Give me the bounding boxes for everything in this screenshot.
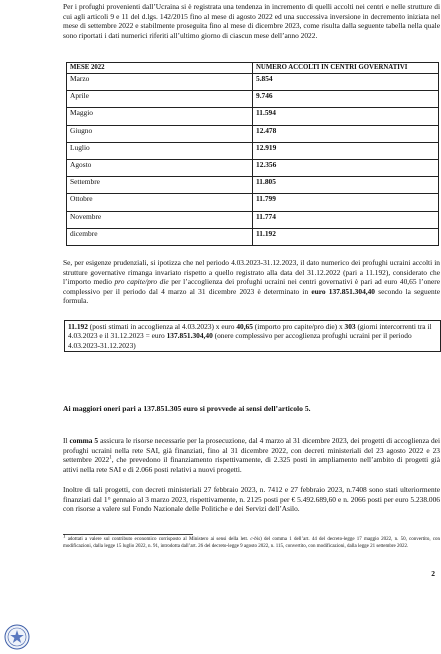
table-row [67, 108, 439, 125]
formula-importo: 40,65 [236, 322, 253, 331]
table-row [67, 125, 439, 142]
cell-value: 12.919 [253, 142, 439, 159]
header-count: NUMERO ACCOLTI IN CENTRI GOVERNATIVI [253, 63, 439, 74]
cell-value: 11.594 [253, 108, 439, 125]
cell-value: 5.854 [253, 74, 439, 91]
cell-month: dicembre [67, 228, 253, 245]
financing-paragraph: Inoltre di tali progetti, con decreti ministeriali 27 febbraio 2023, n. 7412 e 27 febbraio 2023, n.7408 sono stati ulteriormente finanziati dal 1° gennaio al 3 marzo 2023, rispettivamente, n. 2125 posti per € 5.492.689,60 e n. 2066 posti per euro 5.238.006 con risorse a valere sul Fondo Nazionale delle Politiche e dei Servizi dell’Asilo. [63, 485, 440, 514]
footnote-italic: c-bis [250, 537, 261, 542]
cell-month: Settembre [67, 177, 253, 194]
formula-text-2: (importo pro capite/pro die) x [252, 322, 345, 331]
cell-month: Giugno [67, 125, 253, 142]
table-row [67, 74, 439, 91]
cell-value: 11.774 [253, 211, 439, 228]
estimate-text-2: per l’accoglienza dei profughi ucraini nei centri governativi è pari ad euro 40,65 l’onere complessivo per il periodo dal 4 marzo al 31 dicembre 2023 è determinato in [63, 277, 440, 296]
table-row [67, 142, 439, 159]
page-number: 2 [431, 569, 435, 578]
comma5-text-3: , che prevedono il finanziamento rispettivamente, di 2.325 posti in ampliamento nell’ambito di progetti già attivi nella rete SAI e di 2.066 posti relativi a nuovi progetti. [63, 455, 441, 474]
cell-value: 11.805 [253, 177, 439, 194]
comma5-paragraph [63, 436, 440, 474]
cell-month: Novembre [67, 211, 253, 228]
months-table [66, 62, 439, 246]
footnote-text-2: ) del comma 1 dell’art. 44 del decreto-legge 17 maggio 2022, n. 50, convertito, con modificazioni, dalla legge 15 luglio 2022, n. 91, introdotta dall’art. 26 del decreto-legge 9 agosto 2022, n. 115, convertito, con modificazioni, dalla legge 21 settembre 2022. [63, 537, 441, 549]
republic-emblem-icon [4, 624, 30, 650]
oneri-statement: Ai maggiori oneri pari a 137.851.305 euro si provvede ai sensi dell’articolo 5. [63, 404, 311, 413]
comma5-text-2: assicura le risorse necessarie per la prosecuzione, dal 4 marzo al 31 dicembre 2023, dei progetti di accoglienza dei profughi ucraini nella rete SAI, già finanziati, fino al 31 dicembre 2022, con decreti ministeriali del 23 agosto 2022 e 23 settembre 2022 [63, 436, 440, 465]
intro-paragraph: Per i profughi provenienti dall’Ucraina si è registrata una tendenza in incremento di quelli accolti nei centri e nelle strutture di cui agli articoli 9 e 11 del d.lgs. 142/2015 fino al mese di agosto 2022 ed una successiva inversione in decremento iniziata nel mese di settembre 2022 e stabilmente proseguita fino al mese di dicembre 2023, come risulta dalla seguente tabella nella quale sono riportati i dati numerici riferiti all’ultimo giorno di ciascun mese dell’anno 2022. [63, 2, 440, 40]
estimate-paragraph [63, 258, 440, 306]
estimate-text-3: secondo la seguente formula. [63, 286, 441, 306]
footnote-ref[interactable]: 1 [109, 455, 112, 461]
table-row [67, 194, 439, 211]
formula-posti: 11.192 [68, 322, 88, 331]
table-row [67, 228, 439, 245]
formula-text-3: (giorni intercorrenti tra il 4.03.2023 e il 31.12.2023 = euro [68, 322, 432, 341]
table-row [67, 177, 439, 194]
cell-month: Luglio [67, 142, 253, 159]
estimate-italic: pro capite/pro die [114, 277, 169, 287]
cell-value: 9.746 [253, 91, 439, 108]
footnote [63, 534, 441, 551]
table-row [67, 211, 439, 228]
cell-value: 12.478 [253, 125, 439, 142]
formula-giorni: 303 [344, 322, 356, 331]
cell-value: 11.799 [253, 194, 439, 211]
estimate-total: euro 137.851.304,40 [311, 286, 375, 296]
formula-total: 137.851.304,40 [166, 331, 213, 341]
footnote-divider [63, 534, 193, 535]
estimate-text-1: Se, per esigenze prudenziali, si ipotizza che nel periodo 4.03.2023-31.12.2023, il dato numerico dei profughi ucraini accolti in strutture governative rimanga invariato rispetto a quello registrato alla data del 31.12.2022 (pari a 11.192), considerato che l’importo medio [63, 258, 440, 287]
formula-text-4: (onere complessivo per accoglienza profughi ucraini per il periodo 4.03.2023-31.12.2023) [68, 331, 412, 350]
cell-month: Ottobre [67, 194, 253, 211]
comma5-text-1: Il [63, 436, 70, 445]
cell-month: Maggio [67, 108, 253, 125]
cell-month: Marzo [67, 74, 253, 91]
formula-box [64, 320, 441, 352]
comma5-label: comma 5 [69, 436, 99, 445]
header-month: MESE 2022 [67, 63, 253, 74]
table-row [67, 91, 439, 108]
cell-month: Aprile [67, 91, 253, 108]
formula-text-1: (posti stimati in accoglienza al 4.03.2023) x euro [87, 322, 237, 331]
footnote-marker: 1 [63, 534, 66, 540]
table-header-row [67, 63, 439, 74]
cell-value: 11.192 [253, 228, 439, 245]
cell-value: 12.356 [253, 159, 439, 176]
table-row [67, 159, 439, 176]
footnote-text-1: adottati a valere sul contributo economico corrisposto al Ministero ai sensi della lett. [65, 537, 251, 542]
cell-month: Agosto [67, 159, 253, 176]
